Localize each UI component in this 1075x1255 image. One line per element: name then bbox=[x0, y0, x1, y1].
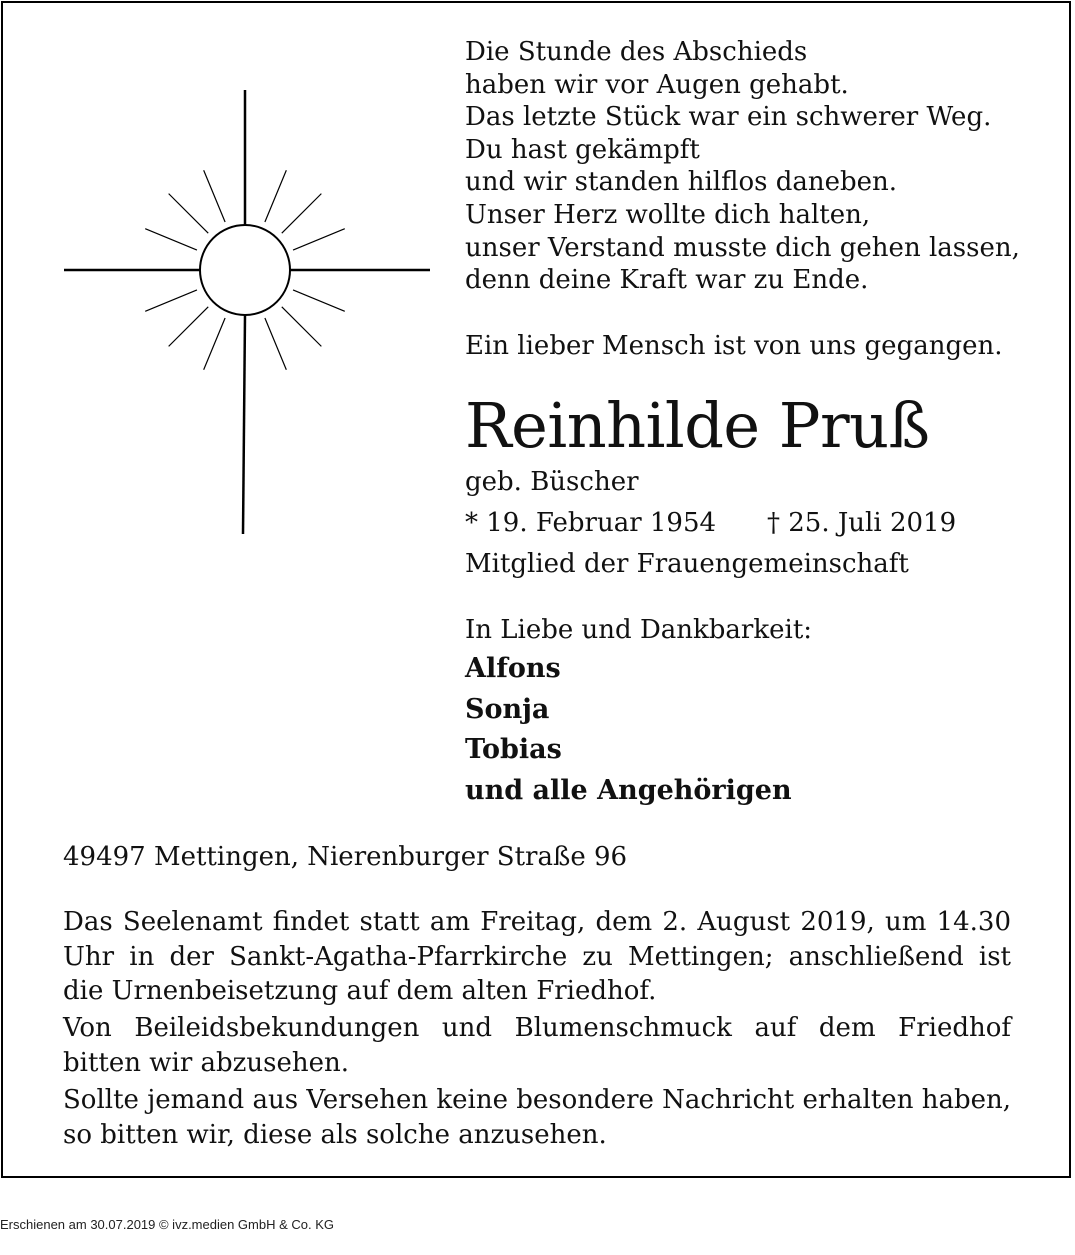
sun-ray bbox=[145, 290, 197, 311]
mourner-name: Tobias bbox=[465, 734, 562, 765]
address: 49497 Mettingen, Nierenburger Straße 96 bbox=[63, 842, 628, 872]
mourners-list bbox=[465, 649, 792, 811]
sun-ray bbox=[265, 318, 286, 370]
closing-line: Ein lieber Mensch ist von uns gegangen. bbox=[465, 331, 1003, 361]
poem-line: Unser Herz wollte dich halten, bbox=[465, 199, 871, 230]
born-name: geb. Büscher bbox=[465, 467, 639, 497]
poem-line: Du hast gekämpft bbox=[465, 134, 700, 165]
notice-paragraph: Sollte jemand aus Versehen keine besondere Nachricht erhalten haben, so bitten wir, diese als solche anzusehen. bbox=[63, 1085, 1011, 1150]
poem bbox=[465, 36, 1055, 297]
membership: Mitglied der Frauengemeinschaft bbox=[465, 549, 909, 579]
sun-ray bbox=[293, 290, 345, 311]
sun-ray bbox=[204, 170, 225, 222]
poem-line: haben wir vor Augen gehabt. bbox=[465, 69, 849, 100]
poem-line: Das letzte Stück war ein schwerer Weg. bbox=[465, 102, 992, 133]
poem-line: unser Verstand musste dich gehen lassen, bbox=[465, 232, 1020, 263]
sun-ray bbox=[145, 229, 197, 250]
mourner-name: Sonja bbox=[465, 693, 550, 725]
funeral-info-paragraph: Das Seelenamt findet statt am Freitag, dem 2. August 2019, um 14.30 Uhr in der Sankt-Agatha-Pfarrkirche zu Mettingen; anschließend ist die Urnenbeisetzung auf dem alten Friedhof. bbox=[63, 907, 1011, 1006]
sun-ray bbox=[265, 170, 286, 222]
mourner-name: und alle Angehörigen bbox=[465, 774, 792, 806]
sun-ray bbox=[169, 194, 209, 234]
condolences-paragraph: Von Beileidsbekundungen und Blumenschmuck auf dem Friedhof bitten wir abzusehen. bbox=[63, 1013, 1011, 1078]
sun-ray bbox=[204, 318, 225, 370]
cross-sun-icon bbox=[60, 88, 432, 536]
birth-date: * 19. Februar 1954 bbox=[465, 508, 717, 538]
mourner-name: Alfons bbox=[465, 653, 561, 684]
sun-ray bbox=[282, 194, 322, 234]
sun-ray bbox=[293, 229, 345, 250]
sun-ray bbox=[282, 307, 322, 347]
poem-line: denn deine Kraft war zu Ende. bbox=[465, 265, 869, 296]
mourners-intro: In Liebe und Dankbarkeit: bbox=[465, 615, 813, 645]
sun-ray bbox=[169, 307, 209, 347]
deceased-name: Reinhilde Pruß bbox=[465, 389, 930, 462]
death-date: † 25. Juli 2019 bbox=[767, 508, 957, 538]
poem-line: Die Stunde des Abschieds bbox=[465, 37, 808, 67]
poem-line: und wir standen hilflos daneben. bbox=[465, 167, 898, 198]
publication-footer: Erschienen am 30.07.2019 © ivz.medien GmbH & Co. KG bbox=[0, 1217, 335, 1232]
